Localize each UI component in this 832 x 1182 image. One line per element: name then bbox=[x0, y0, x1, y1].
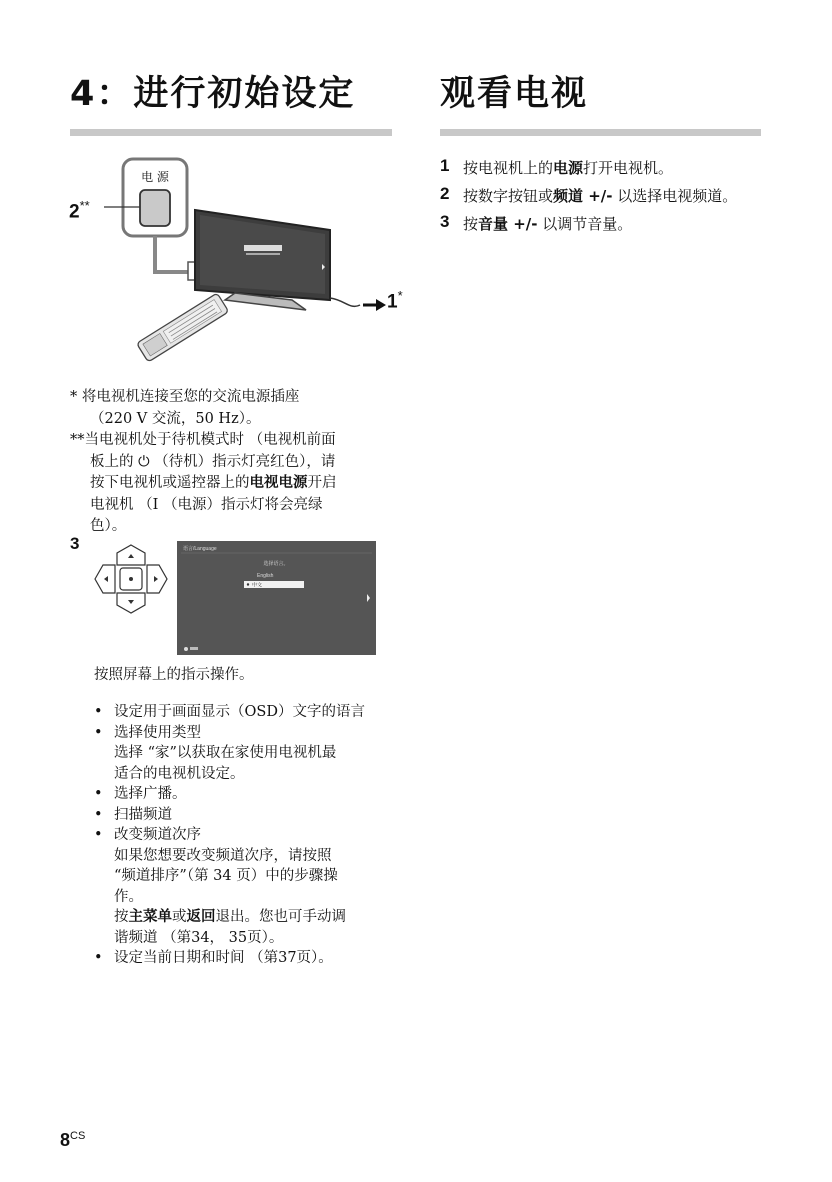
svg-text:语言/Language: 语言/Language bbox=[183, 546, 217, 552]
list-item: • 扫描频道 bbox=[94, 806, 172, 823]
section-title-initial-setup: 4：进行初始设定 bbox=[70, 74, 356, 114]
tv-setup-illustration bbox=[60, 150, 420, 375]
step-3-number: 3 bbox=[70, 534, 80, 553]
step-3-instruction: 按照屏幕上的指示操作。 bbox=[94, 667, 254, 683]
directional-pad-icon bbox=[93, 543, 173, 615]
title-divider bbox=[70, 129, 392, 136]
callout-step-1: 1* bbox=[387, 288, 403, 313]
tv-language-setup-screen bbox=[177, 541, 376, 655]
svg-text:English: English bbox=[257, 573, 274, 579]
svg-text:选择语言。: 选择语言。 bbox=[263, 561, 289, 567]
section-title-watching-tv: 观看电视 bbox=[440, 74, 589, 114]
svg-text:中文: 中文 bbox=[252, 582, 263, 589]
power-panel-label: 电 源 bbox=[141, 170, 169, 184]
title-divider bbox=[440, 129, 761, 136]
list-item: • 选择使用类型 选择 “家”以获取在家使用电视机最 适合的电视机设定。 bbox=[94, 724, 337, 782]
page-number: $8^{CS}$ bbox=[60, 1130, 86, 1150]
list-item: • 设定当前日期和时间 （第37页）。 bbox=[94, 950, 333, 966]
footnote-power-outlet: * 将电视机连接至您的交流电源插座 （220 V 交流，50 Hz）。 bbox=[70, 389, 300, 427]
footnote-standby-mode: **当电视机处于待机模式时 （电视机前面 板上的 ⏻ （待机）指示灯亮红色），请 按下电视机或遥控器上的电视电源开启 电视机 （Ⅰ （电源）指示灯将会亮绿 色）。 bbox=[70, 432, 337, 534]
callout-step-2: 2** bbox=[69, 198, 90, 223]
setup-bullet-list bbox=[94, 702, 365, 969]
list-item: • 改变频道次序 如果您想要改变频道次序，请按照 “频道排序”（第 34 页）中的步骤操 作。 按主菜单或返回退出。您也可手动调 谐频道 （第34， 35页）。 bbox=[94, 827, 346, 946]
power-button-icon bbox=[140, 190, 170, 226]
remote-control-icon bbox=[137, 293, 229, 362]
list-item: • 设定用于画面显示（OSD）文字的语言 bbox=[94, 704, 365, 720]
list-item: • 选择广播。 bbox=[94, 786, 187, 802]
